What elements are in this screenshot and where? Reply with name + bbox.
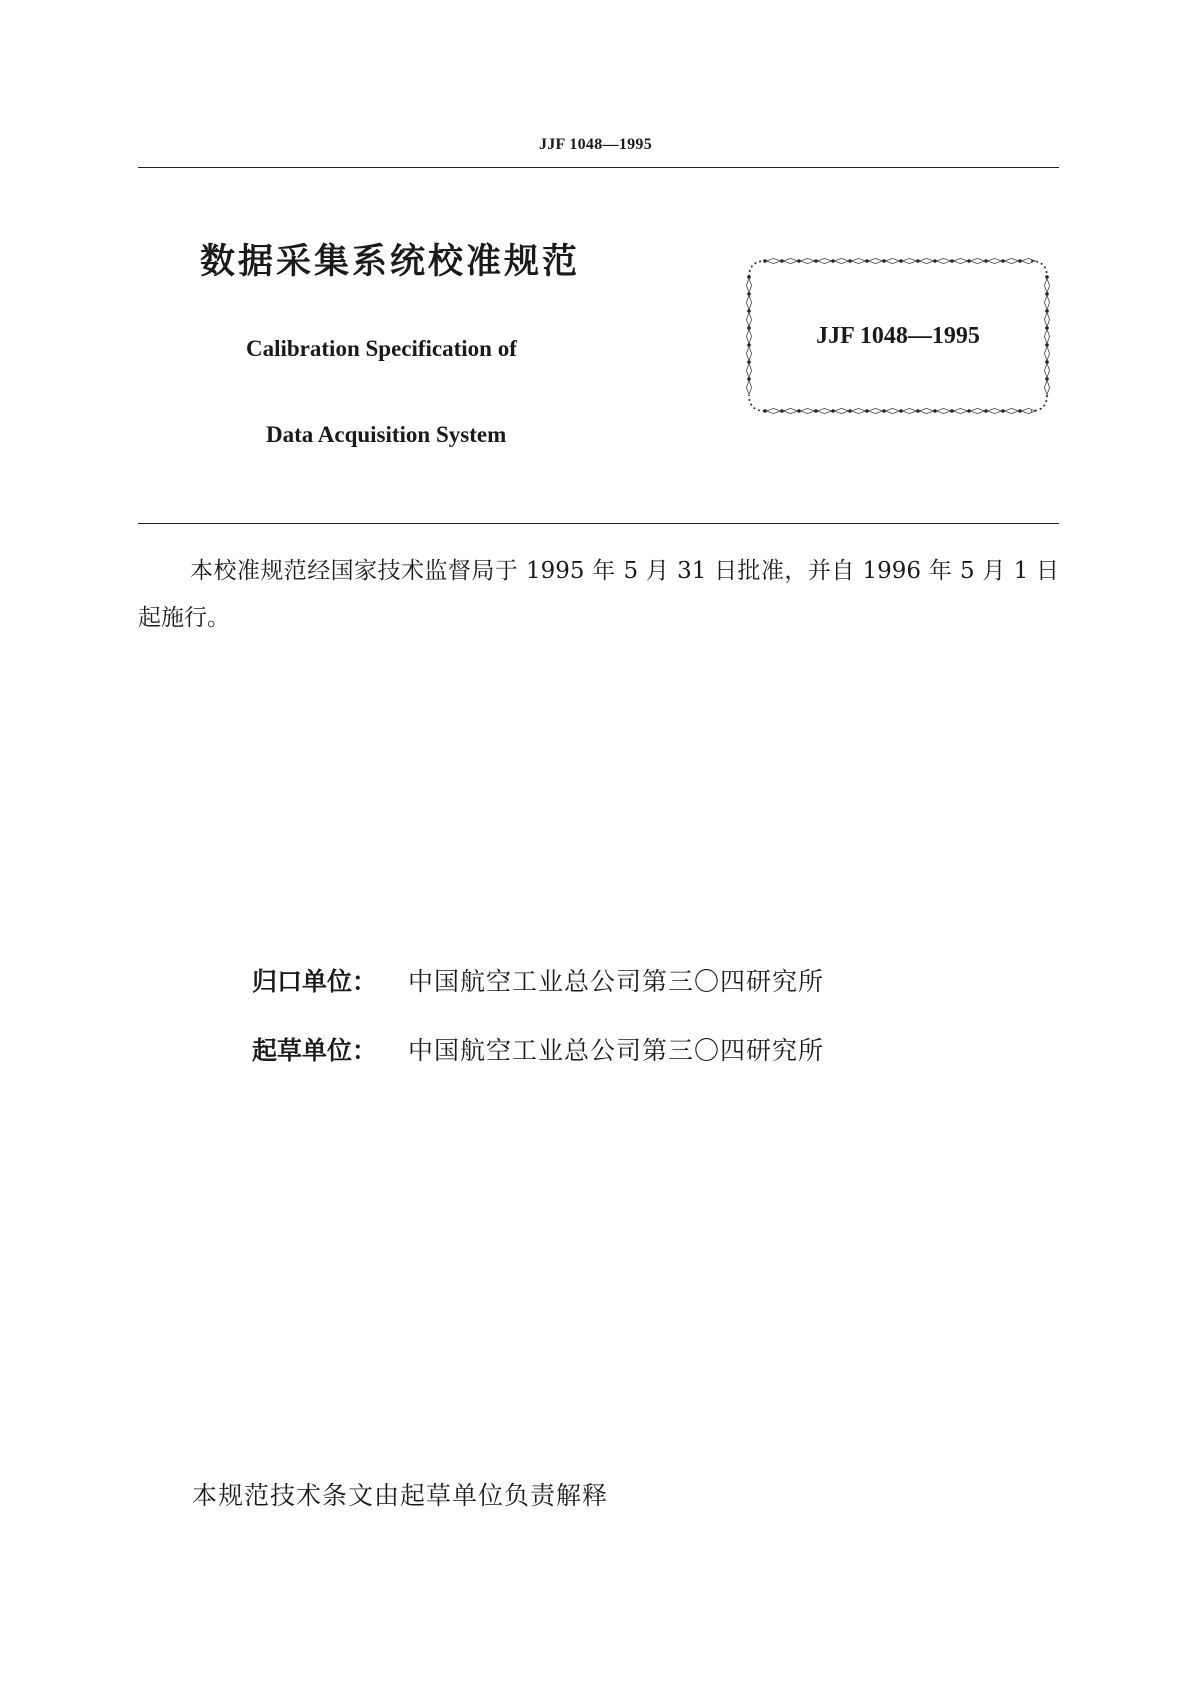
code-box [746, 258, 1050, 414]
responsible-unit-row [252, 962, 824, 998]
drafting-unit-label: 起草单位： [252, 1036, 378, 1065]
title-chinese: 数据采集系统校准规范 [200, 242, 581, 282]
title-bottom-rule [138, 523, 1059, 524]
responsible-unit-label: 归口单位： [252, 967, 378, 996]
interpretation-note: 本规范技术条文由起草单位负责解释 [192, 1481, 609, 1510]
approval-statement: 本校准规范经国家技术监督局于 1995 年 5 月 31 日批准，并自 1996 年 5 月 1 日起施行。 [138, 558, 1059, 631]
running-header-code: JJF 1048—1995 [538, 136, 653, 153]
responsible-unit-value: 中国航空工业总公司第三〇四研究所 [408, 967, 825, 996]
title-english-line2: Data Acquisition System [266, 422, 507, 447]
header-rule [138, 167, 1059, 168]
drafting-unit-value: 中国航空工业总公司第三〇四研究所 [408, 1036, 825, 1065]
title-english-line1: Calibration Specification of [246, 336, 517, 361]
code-box-text: JJF 1048—1995 [816, 323, 980, 349]
drafting-unit-row [252, 1031, 824, 1067]
